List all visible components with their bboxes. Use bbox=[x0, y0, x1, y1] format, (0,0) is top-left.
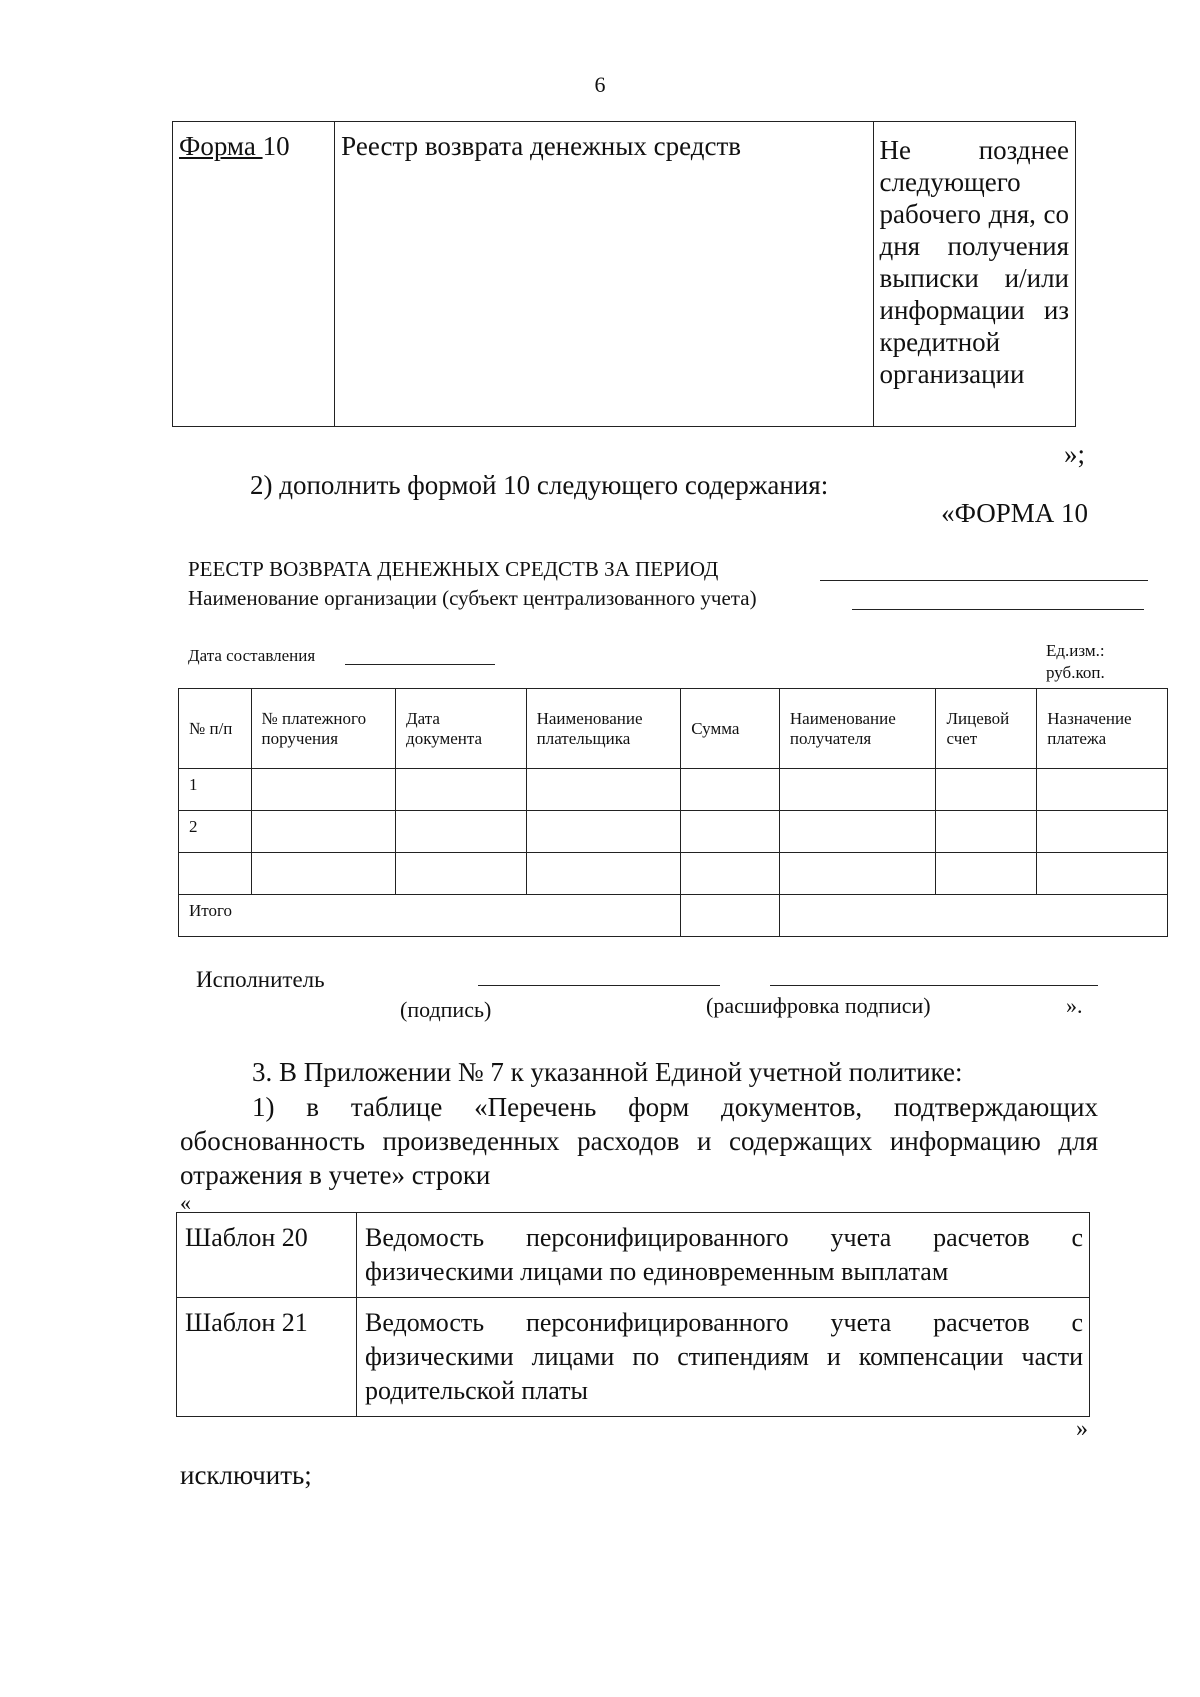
form-deadline-cell: Не позднее следующего рабочего дня, со дня получения выписки и/или информации из кредитной организации bbox=[873, 122, 1076, 427]
table-cell bbox=[526, 769, 681, 811]
item-1-paragraph: 1) в таблице «Перечень форм документов, подтверждающих обоснованность произведенных расходов и содержащих информацию для отражения в учете» строки bbox=[180, 1092, 1098, 1190]
template-code: Шаблон 20 bbox=[177, 1213, 357, 1298]
table-cell bbox=[396, 769, 527, 811]
top-forms-table bbox=[172, 121, 1076, 427]
col-header: Дата документа bbox=[396, 689, 527, 769]
total-sum-cell bbox=[681, 895, 780, 937]
table-cell bbox=[936, 769, 1037, 811]
col-header: Назначение платежа bbox=[1037, 689, 1168, 769]
org-name-label: Наименование организации (субъект централизованного учета) bbox=[188, 586, 757, 610]
signature-caption: (подпись) bbox=[400, 997, 492, 1022]
table-cell bbox=[779, 853, 936, 895]
table-cell bbox=[396, 853, 527, 895]
executor-label: Исполнитель bbox=[196, 967, 325, 992]
units-line-1: Ед.изм.: bbox=[1046, 641, 1105, 660]
signature-decode-line bbox=[770, 985, 1098, 986]
table-cell bbox=[251, 853, 396, 895]
date-label: Дата составления bbox=[188, 646, 316, 665]
template-name: Ведомость персонифицированного учета расчетов с физическими лицами по единовременным выплатам bbox=[357, 1213, 1090, 1298]
table-cell bbox=[526, 811, 681, 853]
units-line-2: руб.коп. bbox=[1046, 663, 1105, 682]
closing-quote: » bbox=[1076, 1416, 1088, 1442]
table-cell bbox=[681, 769, 780, 811]
row-number: 2 bbox=[179, 811, 252, 853]
col-header: Сумма bbox=[681, 689, 780, 769]
col-header: № п/п bbox=[179, 689, 252, 769]
table-cell bbox=[681, 853, 780, 895]
page-number: 6 bbox=[594, 72, 606, 97]
table-cell bbox=[1037, 811, 1168, 853]
closing-quote: ». bbox=[1066, 993, 1083, 1018]
row-number: 1 bbox=[179, 769, 252, 811]
period-blank-line bbox=[820, 580, 1148, 581]
org-name-blank-line bbox=[852, 609, 1144, 610]
section-3-heading: 3. В Приложении № 7 к указанной Единой учетной политике: bbox=[252, 1057, 963, 1087]
form-code-word: Форма bbox=[179, 131, 263, 161]
form-code-cell bbox=[173, 122, 335, 427]
col-header: Наименование плательщика bbox=[526, 689, 681, 769]
table-cell bbox=[251, 769, 396, 811]
table-cell bbox=[251, 811, 396, 853]
table-cell bbox=[936, 853, 1037, 895]
table-cell bbox=[526, 853, 681, 895]
register-title: РЕЕСТР ВОЗВРАТА ДЕНЕЖНЫХ СРЕДСТВ ЗА ПЕРИОД bbox=[188, 557, 719, 581]
template-name: Ведомость персонифицированного учета расчетов с физическими лицами по стипендиям и компенсации части родительской платы bbox=[357, 1298, 1090, 1417]
table-cell bbox=[1037, 853, 1168, 895]
table-row bbox=[177, 1213, 1090, 1298]
date-blank-line bbox=[345, 664, 495, 665]
form-label: «ФОРМА 10 bbox=[941, 498, 1088, 528]
signature-line bbox=[478, 985, 720, 986]
table-row bbox=[179, 769, 1168, 811]
item-2-text: 2) дополнить формой 10 следующего содержания: bbox=[250, 470, 829, 500]
header-row bbox=[179, 689, 1168, 769]
row-number bbox=[179, 853, 252, 895]
exclude-text: исключить; bbox=[180, 1460, 312, 1490]
signature-decode-caption: (расшифровка подписи) bbox=[706, 993, 931, 1018]
total-label: Итого bbox=[179, 895, 681, 937]
template-code: Шаблон 21 bbox=[177, 1298, 357, 1417]
table-cell bbox=[1037, 769, 1168, 811]
open-quote: « bbox=[180, 1190, 191, 1215]
total-row bbox=[179, 895, 1168, 937]
table-row bbox=[179, 811, 1168, 853]
col-header: № платежного поручения bbox=[251, 689, 396, 769]
closing-quote: »; bbox=[1064, 439, 1086, 469]
table-cell bbox=[681, 811, 780, 853]
register-table bbox=[178, 688, 1168, 937]
table-row bbox=[173, 122, 1076, 427]
table-cell bbox=[396, 811, 527, 853]
templates-table bbox=[176, 1212, 1090, 1417]
form-code-number: 10 bbox=[262, 131, 290, 161]
total-blank-cell bbox=[779, 895, 1167, 937]
table-row bbox=[179, 853, 1168, 895]
form-name-cell: Реестр возврата денежных средств bbox=[335, 122, 873, 427]
table-cell bbox=[936, 811, 1037, 853]
col-header: Наименование получателя bbox=[779, 689, 936, 769]
col-header: Лицевой счет bbox=[936, 689, 1037, 769]
table-cell bbox=[779, 769, 936, 811]
table-row bbox=[177, 1298, 1090, 1417]
table-cell bbox=[779, 811, 936, 853]
